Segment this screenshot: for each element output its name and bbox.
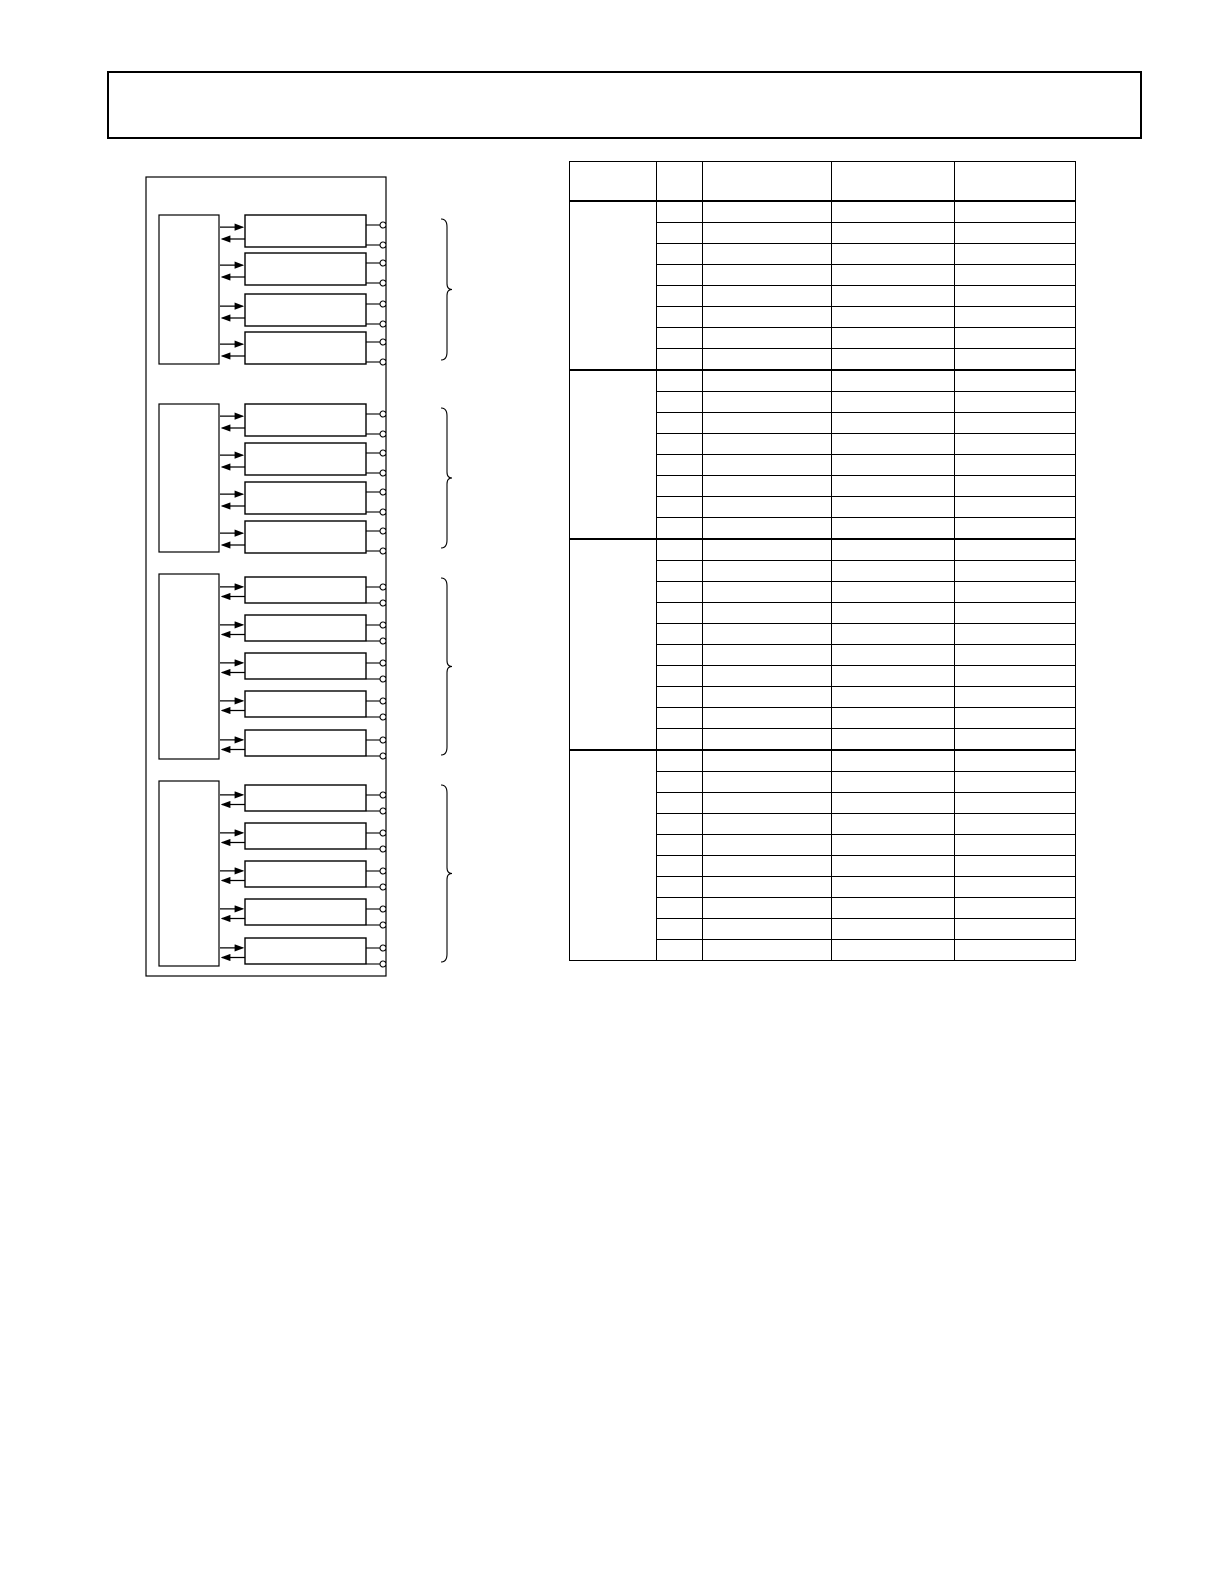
table-cell (657, 582, 703, 603)
pin-terminal (380, 884, 386, 890)
group-brace (441, 785, 452, 962)
table-cell (657, 645, 703, 666)
controller-block (159, 215, 219, 364)
table-cell (703, 603, 832, 624)
table-cell (703, 645, 832, 666)
pin-terminal (380, 528, 386, 534)
pin-table (569, 161, 1076, 961)
table-header-row (570, 162, 1076, 202)
table-cell (955, 624, 1076, 645)
table-cell (955, 307, 1076, 328)
table-cell (955, 898, 1076, 919)
table-cell (832, 750, 955, 772)
table-cell (955, 455, 1076, 476)
table-cell (955, 349, 1076, 371)
table-cell (832, 328, 955, 349)
pin-terminal (380, 489, 386, 495)
table-cell (832, 645, 955, 666)
table-group-label (570, 370, 657, 539)
table-cell (657, 455, 703, 476)
channel-block (245, 577, 366, 603)
group-brace (441, 219, 452, 360)
pin-terminal (380, 638, 386, 644)
pin-terminal (380, 698, 386, 704)
table-cell (657, 772, 703, 793)
table-header-cell (832, 162, 955, 202)
table-cell (832, 413, 955, 434)
table-cell (703, 518, 832, 540)
table-cell (657, 856, 703, 877)
table-cell (703, 434, 832, 455)
table-cell (955, 223, 1076, 244)
table-cell (832, 370, 955, 392)
channel-block (245, 521, 366, 553)
table-cell (657, 244, 703, 265)
table-cell (657, 603, 703, 624)
table-cell (703, 476, 832, 497)
table-cell (832, 286, 955, 307)
table-cell (657, 940, 703, 961)
table-cell (955, 877, 1076, 898)
pin-terminal (380, 584, 386, 590)
table-cell (832, 687, 955, 708)
table-cell (703, 349, 832, 371)
pin-terminal (380, 301, 386, 307)
table-cell (703, 392, 832, 413)
channel-block (245, 253, 366, 285)
table-cell (955, 729, 1076, 751)
table-cell (832, 392, 955, 413)
table-cell (955, 539, 1076, 561)
table-cell (955, 476, 1076, 497)
pin-terminal (380, 222, 386, 228)
pin-terminal (380, 830, 386, 836)
table-cell (657, 539, 703, 561)
table-cell (955, 835, 1076, 856)
table-header-cell (570, 162, 657, 202)
channel-block (245, 294, 366, 326)
table-cell (832, 434, 955, 455)
table-cell (703, 666, 832, 687)
pin-terminal (380, 339, 386, 345)
table-cell (657, 729, 703, 751)
table-cell (832, 793, 955, 814)
table-cell (832, 940, 955, 961)
pin-terminal (380, 846, 386, 852)
pin-terminal (380, 753, 386, 759)
table-cell (955, 265, 1076, 286)
controller-block (159, 574, 219, 759)
table-row (570, 201, 1076, 223)
table-cell (657, 750, 703, 772)
table-cell (955, 413, 1076, 434)
pin-terminal (380, 280, 386, 286)
table-cell (703, 223, 832, 244)
table-cell (703, 835, 832, 856)
table-cell (703, 772, 832, 793)
table-cell (703, 687, 832, 708)
pin-terminal (380, 242, 386, 248)
channel-block (245, 615, 366, 641)
controller-block (159, 781, 219, 966)
table-cell (657, 413, 703, 434)
table-cell (657, 687, 703, 708)
table-cell (657, 624, 703, 645)
table-cell (832, 455, 955, 476)
table-cell (955, 328, 1076, 349)
table-cell (657, 286, 703, 307)
table-cell (832, 582, 955, 603)
pin-terminal (380, 808, 386, 814)
pin-terminal (380, 450, 386, 456)
table-header-cell (657, 162, 703, 202)
table-cell (832, 307, 955, 328)
table-cell (832, 223, 955, 244)
table-cell (657, 476, 703, 497)
table-cell (832, 919, 955, 940)
channel-block (245, 443, 366, 475)
table-cell (955, 919, 1076, 940)
table-row (570, 370, 1076, 392)
table-cell (703, 940, 832, 961)
table-cell (703, 877, 832, 898)
channel-block (245, 653, 366, 679)
pin-terminal (380, 945, 386, 951)
table-cell (955, 561, 1076, 582)
table-cell (955, 666, 1076, 687)
table-cell (657, 708, 703, 729)
table-cell (955, 750, 1076, 772)
table-cell (955, 286, 1076, 307)
pin-terminal (380, 470, 386, 476)
table-cell (955, 708, 1076, 729)
channel-block (245, 691, 366, 717)
pin-terminal (380, 906, 386, 912)
channel-block (245, 215, 366, 247)
table-cell (955, 497, 1076, 518)
table-cell (955, 856, 1076, 877)
pin-terminal (380, 509, 386, 515)
channel-block (245, 938, 366, 964)
table-cell (657, 835, 703, 856)
channel-block (245, 332, 366, 364)
table-cell (703, 729, 832, 751)
table-cell (657, 793, 703, 814)
table-cell (832, 244, 955, 265)
table-cell (657, 561, 703, 582)
table-cell (832, 201, 955, 223)
table-cell (955, 793, 1076, 814)
table-cell (832, 518, 955, 540)
table-cell (657, 518, 703, 540)
table-cell (955, 370, 1076, 392)
table-cell (955, 392, 1076, 413)
table-cell (832, 539, 955, 561)
table-cell (703, 582, 832, 603)
table-cell (832, 561, 955, 582)
channel-group (159, 781, 452, 967)
table-cell (832, 729, 955, 751)
table-cell (955, 244, 1076, 265)
pin-terminal (380, 548, 386, 554)
channel-block (245, 861, 366, 887)
table-cell (955, 687, 1076, 708)
channel-block (245, 404, 366, 436)
table-cell (955, 518, 1076, 540)
table-cell (657, 666, 703, 687)
pin-terminal (380, 792, 386, 798)
channel-block (245, 899, 366, 925)
table-cell (703, 539, 832, 561)
block-diagram (0, 0, 560, 1000)
table-cell (832, 624, 955, 645)
table-cell (955, 814, 1076, 835)
pin-terminal (380, 321, 386, 327)
table-cell (955, 582, 1076, 603)
pin-terminal (380, 260, 386, 266)
table-cell (832, 708, 955, 729)
table-cell (832, 856, 955, 877)
table-cell (703, 201, 832, 223)
table-cell (832, 898, 955, 919)
pin-terminal (380, 676, 386, 682)
channel-group (159, 574, 452, 759)
table-cell (657, 370, 703, 392)
channel-group (159, 215, 452, 365)
pin-terminal (380, 868, 386, 874)
table-cell (703, 265, 832, 286)
table-cell (657, 898, 703, 919)
table-cell (703, 370, 832, 392)
pin-terminal (380, 737, 386, 743)
table-cell (703, 793, 832, 814)
table-cell (657, 392, 703, 413)
table-cell (703, 856, 832, 877)
table-cell (657, 877, 703, 898)
table-cell (703, 919, 832, 940)
channel-block (245, 823, 366, 849)
table-cell (657, 919, 703, 940)
pin-terminal (380, 961, 386, 967)
table-cell (832, 349, 955, 371)
table-cell (832, 603, 955, 624)
table-cell (657, 814, 703, 835)
table-cell (703, 561, 832, 582)
table-cell (832, 772, 955, 793)
table-cell (703, 413, 832, 434)
table-cell (832, 835, 955, 856)
channel-block (245, 730, 366, 756)
table-header-cell (703, 162, 832, 202)
table-row (570, 750, 1076, 772)
table-cell (703, 624, 832, 645)
group-brace (441, 578, 452, 755)
table-cell (703, 708, 832, 729)
table-cell (703, 455, 832, 476)
table-cell (832, 814, 955, 835)
channel-group (159, 404, 452, 554)
table-group-label (570, 750, 657, 961)
table-group-label (570, 201, 657, 370)
table-cell (657, 497, 703, 518)
pin-terminal (380, 660, 386, 666)
table-cell (657, 349, 703, 371)
table-cell (955, 201, 1076, 223)
table-cell (955, 603, 1076, 624)
table-cell (657, 223, 703, 244)
table-cell (955, 645, 1076, 666)
table-cell (703, 750, 832, 772)
table-row (570, 539, 1076, 561)
table-cell (703, 244, 832, 265)
channel-block (245, 482, 366, 514)
table-cell (832, 666, 955, 687)
table-cell (832, 497, 955, 518)
table-group-label (570, 539, 657, 750)
pin-terminal (380, 622, 386, 628)
table-cell (657, 328, 703, 349)
controller-block (159, 404, 219, 552)
pin-terminal (380, 714, 386, 720)
table-cell (657, 434, 703, 455)
table-cell (832, 265, 955, 286)
channel-block (245, 785, 366, 811)
table-cell (703, 497, 832, 518)
table-cell (657, 265, 703, 286)
table-cell (657, 201, 703, 223)
table-cell (955, 940, 1076, 961)
pin-terminal (380, 431, 386, 437)
pin-terminal (380, 600, 386, 606)
table-cell (703, 898, 832, 919)
pin-terminal (380, 359, 386, 365)
pin-terminal (380, 411, 386, 417)
table-cell (703, 814, 832, 835)
table-cell (832, 476, 955, 497)
table-cell (703, 286, 832, 307)
table-cell (955, 772, 1076, 793)
table-cell (832, 877, 955, 898)
group-brace (441, 408, 452, 548)
table-cell (657, 307, 703, 328)
table-header-cell (955, 162, 1076, 202)
table-cell (703, 307, 832, 328)
pin-terminal (380, 922, 386, 928)
table-cell (703, 328, 832, 349)
table-cell (955, 434, 1076, 455)
